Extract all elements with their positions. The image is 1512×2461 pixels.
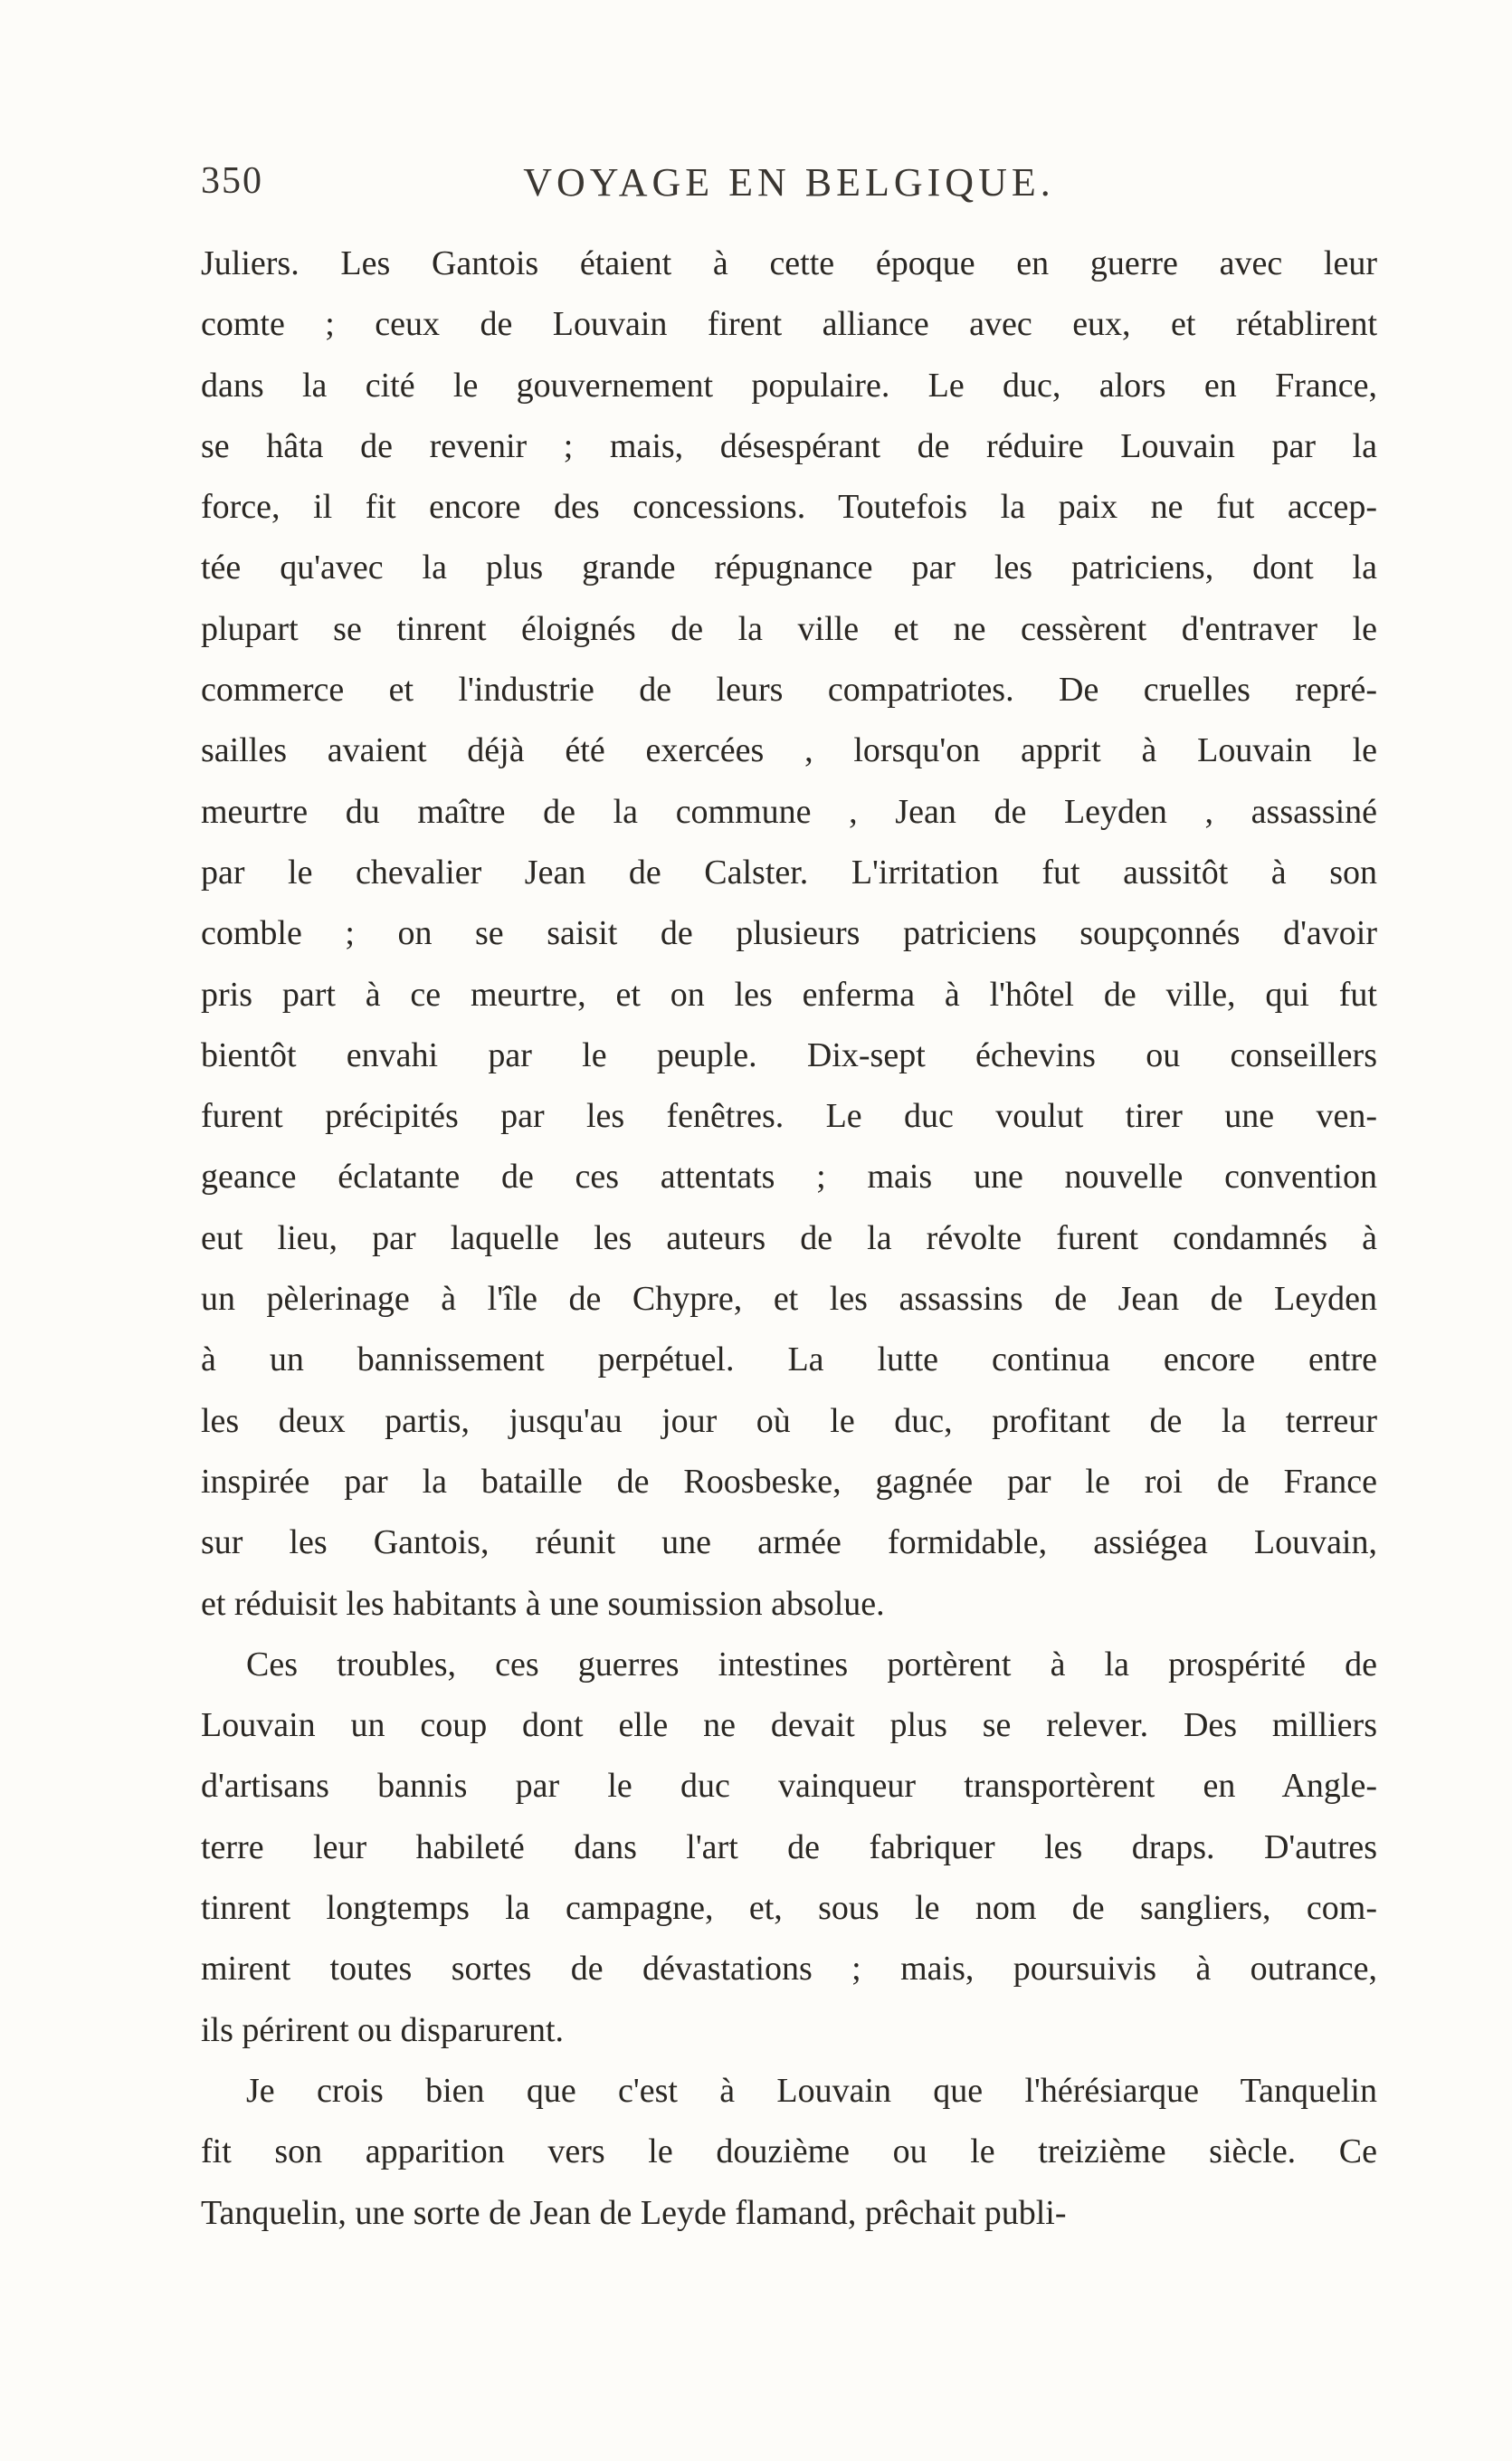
text-line: comble ; on se saisit de plusieurs patriciens soupçonnés d'avoir <box>201 914 1377 953</box>
text-line: Louvain un coup dont elle ne devait plus se relever. Des milliers <box>201 1706 1377 1745</box>
text-line: ils périrent ou disparurent. <box>201 2010 565 2049</box>
text-line: bientôt envahi par le peuple. Dix-sept échevins ou conseillers <box>201 1035 1377 1074</box>
running-head <box>201 159 1377 214</box>
text-line: sailles avaient déjà été exercées , lorsqu'on apprit à Louvain le <box>201 731 1377 770</box>
text-line: les deux partis, jusqu'au jour où le duc, profitant de la terreur <box>201 1401 1377 1440</box>
text-line: terre leur habileté dans l'art de fabriquer les draps. D'autres <box>201 1827 1377 1866</box>
text-line: geance éclatante de ces attentats ; mais une nouvelle convention <box>201 1158 1377 1197</box>
text-line: eut lieu, par laquelle les auteurs de la révolte furent condamnés à <box>201 1218 1377 1257</box>
text-line: Je crois bien que c'est à Louvain que l'hérésiarque Tanquelin <box>246 2071 1377 2110</box>
text-line: tinrent longtemps la campagne, et, sous le nom de sangliers, com- <box>201 1889 1377 1928</box>
text-line: Juliers. Les Gantois étaient à cette époque en guerre avec leur <box>201 244 1377 282</box>
text-line: par le chevalier Jean de Calster. L'irritation fut aussitôt à son <box>201 853 1377 892</box>
text-line: un pèlerinage à l'île de Chypre, et les assassins de Jean de Leyden <box>201 1280 1377 1319</box>
text-line: à un bannissement perpétuel. La lutte continua encore entre <box>201 1340 1377 1379</box>
text-line: sur les Gantois, réunit une armée formidable, assiégea Louvain, <box>201 1523 1377 1562</box>
text-line: meurtre du maître de la commune , Jean de Leyden , assassiné <box>201 792 1377 831</box>
text-line: furent précipités par les fenêtres. Le duc voulut tirer une ven- <box>201 1097 1377 1136</box>
text-line: force, il fit encore des concessions. Toutefois la paix ne fut accep- <box>201 488 1377 527</box>
body-text <box>201 234 1377 2244</box>
running-title: VOYAGE EN BELGIQUE. <box>523 160 1055 205</box>
text-line: Tanquelin, une sorte de Jean de Leyde flamand, prêchait publi- <box>201 2193 1067 2232</box>
text-line: inspirée par la bataille de Roosbeske, gagnée par le roi de France <box>201 1462 1377 1501</box>
text-line: et réduisit les habitants à une soumission absolue. <box>201 1584 885 1623</box>
text-line: Ces troubles, ces guerres intestines portèrent à la prospérité de <box>246 1645 1377 1684</box>
text-line: se hâta de revenir ; mais, désespérant de réduire Louvain par la <box>201 426 1377 465</box>
text-line: comte ; ceux de Louvain firent alliance avec eux, et rétablirent <box>201 305 1377 344</box>
text-line: d'artisans bannis par le duc vainqueur transportèrent en Angle- <box>201 1767 1377 1806</box>
text-line: commerce et l'industrie de leurs compatriotes. De cruelles repré- <box>201 671 1377 710</box>
text-line: fit son apparition vers le douzième ou le treizième siècle. Ce <box>201 2132 1377 2171</box>
text-line: pris part à ce meurtre, et on les enferma à l'hôtel de ville, qui fut <box>201 975 1377 1014</box>
page-number: 350 <box>201 160 263 202</box>
text-line: tée qu'avec la plus grande répugnance par les patriciens, dont la <box>201 548 1377 587</box>
text-line: plupart se tinrent éloignés de la ville et ne cessèrent d'entraver le <box>201 609 1377 648</box>
text-line: mirent toutes sortes de dévastations ; mais, poursuivis à outrance, <box>201 1950 1377 1989</box>
text-line: dans la cité le gouvernement populaire. Le duc, alors en France, <box>201 366 1377 405</box>
